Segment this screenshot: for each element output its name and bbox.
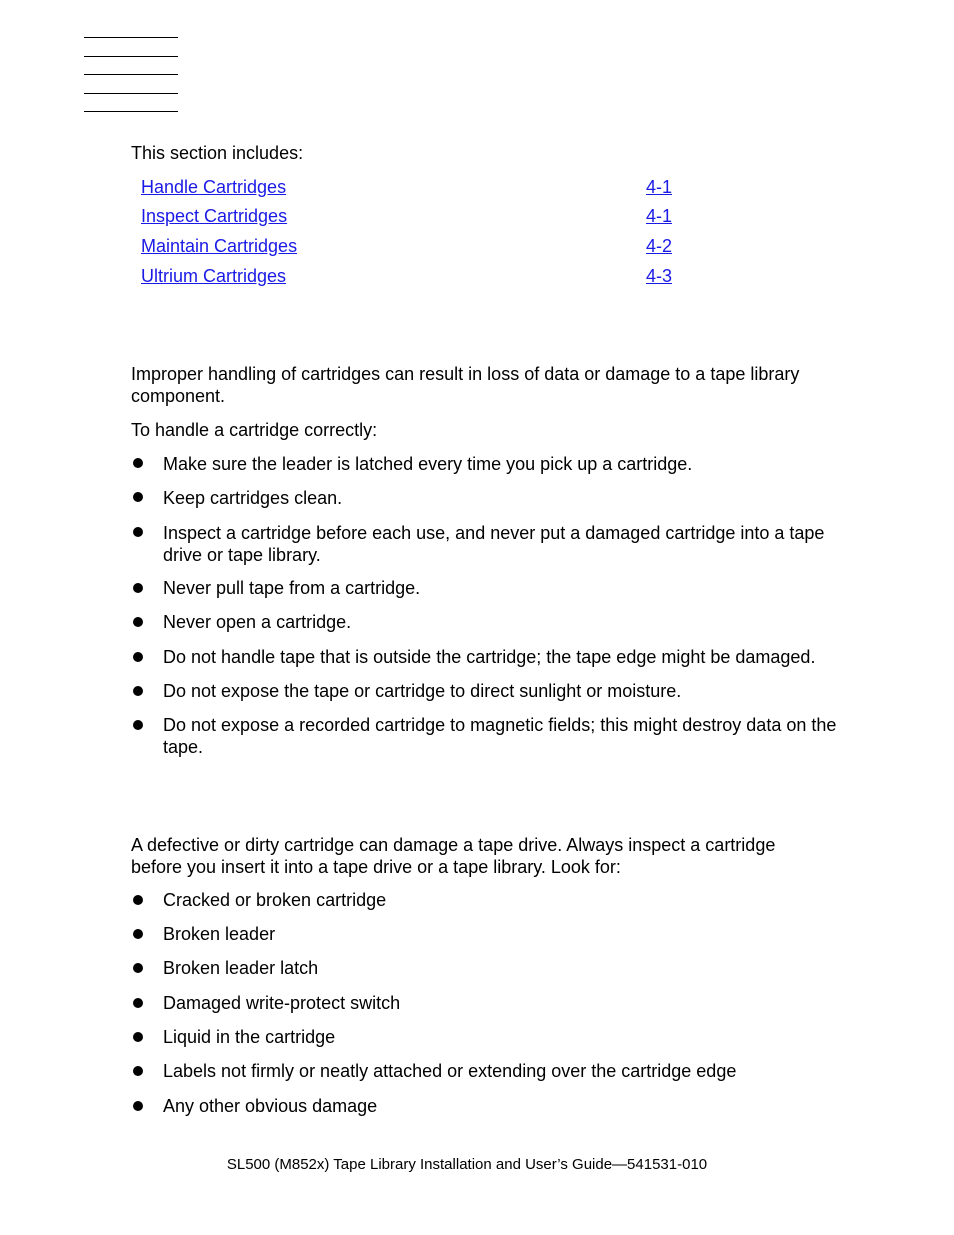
bullet-icon [133, 895, 143, 905]
list-item: Do not handle tape that is outside the cartridge; the tape edge might be damaged. [163, 647, 816, 667]
bullet-icon [133, 1101, 143, 1111]
list-item: Never open a cartridge. [163, 612, 352, 632]
bullet-icon [133, 492, 143, 502]
bullet-icon [133, 1066, 143, 1076]
list-item: Liquid in the cartridge [163, 1027, 336, 1047]
toc-row [141, 264, 672, 288]
bullet-icon [133, 998, 143, 1008]
toc-link-inspect-cartridges[interactable]: Inspect Cartridges [141, 206, 288, 226]
bullet-icon [133, 720, 143, 730]
bullet-icon [133, 652, 143, 662]
list-item: Never pull tape from a cartridge. [163, 578, 421, 598]
list-item: Make sure the leader is latched every time you pick up a cartridge. [163, 454, 693, 474]
bullet-icon [133, 458, 143, 468]
list-item: Labels not firmly or neatly attached or extending over the cartridge edge [163, 1061, 737, 1081]
list-item: Broken leader latch [163, 958, 319, 978]
list-item: Cracked or broken cartridge [163, 890, 387, 910]
bullet-icon [133, 617, 143, 627]
list-item: Keep cartridges clean. [163, 488, 343, 508]
header-rule-5 [84, 111, 178, 112]
toc-page-link[interactable]: 4-1 [645, 177, 672, 197]
inspect-paragraph: A defective or dirty cartridge can damage a tape drive. Always inspect a cartridge before you insert it into a tape drive or a tape library. Look for: [131, 835, 776, 877]
toc-page-link[interactable]: 4-1 [645, 206, 672, 226]
page-footer: SL500 (M852x) Tape Library Installation and User’s Guide—541531-010 [226, 1156, 708, 1173]
toc-page-link[interactable]: 4-2 [645, 236, 672, 256]
header-rule-4 [84, 93, 178, 94]
bullet-icon [133, 1032, 143, 1042]
list-item: Do not expose the tape or cartridge to direct sunlight or moisture. [163, 681, 682, 701]
list-item: Any other obvious damage [163, 1096, 378, 1116]
header-rule-2 [84, 56, 178, 57]
list-item: Broken leader [163, 924, 276, 944]
toc-row [141, 234, 672, 258]
toc-link-handle-cartridges[interactable]: Handle Cartridges [141, 177, 287, 197]
toc-page-link[interactable]: 4-3 [645, 266, 672, 286]
handle-lead-in: To handle a cartridge correctly: [131, 420, 378, 440]
toc-link-maintain-cartridges[interactable]: Maintain Cartridges [141, 236, 298, 256]
bullet-icon [133, 963, 143, 973]
toc-row [141, 175, 672, 199]
list-item: Inspect a cartridge before each use, and never put a damaged cartridge into a tape drive or tape library. [163, 523, 825, 565]
header-rule-3 [84, 74, 178, 75]
bullet-icon [133, 686, 143, 696]
bullet-icon [133, 929, 143, 939]
header-rule-1 [84, 37, 178, 38]
list-item: Do not expose a recorded cartridge to magnetic fields; this might destroy data on the tape. [163, 715, 837, 757]
list-item: Damaged write-protect switch [163, 993, 401, 1013]
bullet-icon [133, 583, 143, 593]
bullet-icon [133, 527, 143, 537]
handle-paragraph: Improper handling of cartridges can result in loss of data or damage to a tape library component. [131, 364, 800, 406]
toc-link-ultrium-cartridges[interactable]: Ultrium Cartridges [141, 266, 287, 286]
section-intro: This section includes: [131, 143, 304, 163]
toc-row [141, 204, 672, 228]
